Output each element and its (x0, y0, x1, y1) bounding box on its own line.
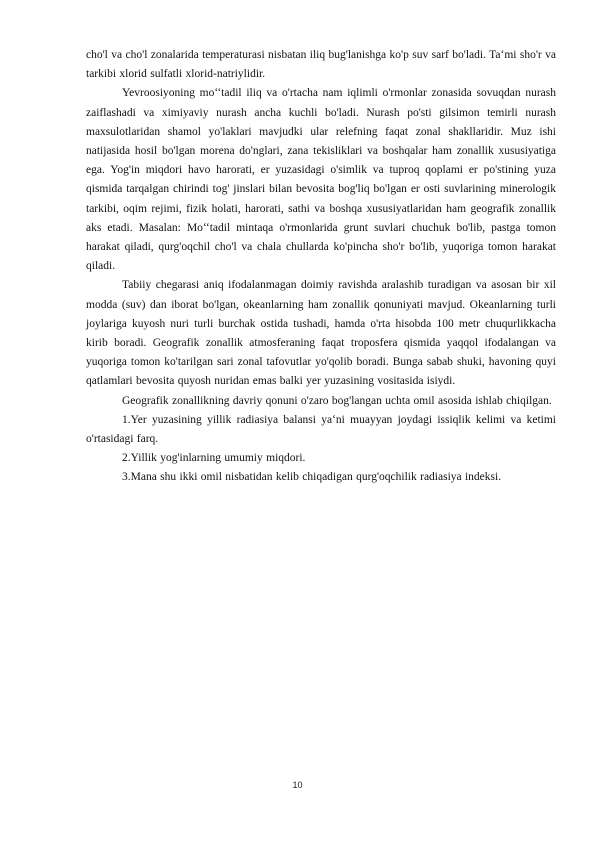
paragraph-eurasia-forests: Yevroosiyoning mo‘‘tadil iliq va o'rtacha nam iqlimli o'rmonlar zonasida sovuqdan nurash zaiflashadi va ximiyaviy nurash ancha kuchli bo'ladi. Nurash po'sti gilsimon temirli nurash maxsulotlaridan shamol yo'laklari mavjudki ular relefning faqat zonal shakllaridir. Muz ishi natijasida hosil bo'lgan morena do'nglari, zana tekisliklari va boshqalar ham zonallik xususiyatiga ega. Yog'in miqdori havo harorati, er yuzasidagi o'simlik va tuproq qoplami er po'stining yuza qismida tarqalgan chirindi tog' jinslari bilan bevosita bog'liq bo'lgan er osti suvlarining minerologik tarkibi, oqim rejimi, fizik holati, harorati, sathi va boshqa xususiyatlaridan ham geografik zonallik aks etadi. Masalan: Mo‘‘tadil mintaqa o'rmonlarida grunt suvlari chuchuk bo'lib, pastga tomon harakat qiladi, qurg'oqchil cho'l va chala chullarda ko'pincha sho'r bo'lib, yuqoriga tomon harakat qiladi. (86, 87, 556, 273)
page-number: 10 (292, 780, 303, 790)
paragraph-ocean-zonality: Tabiiy chegarasi aniq ifodalanmagan doimiy ravishda aralashib turadigan va asosan bir xil modda (suv) dan iborat bo'lgan, okeanlarning ham zonallik qonuniyati mavjud. Okeanlarning turli joylariga kuyosh nuri turli burchak ostida tushadi, hamda o'rta hisobda 100 metr chuqurlikkacha kirib boradi. Geografik zonallik atmosferaning faqat troposfera qismida yaqqol ifodalangan va yuqoriga tomon ko'tarilgan sari zonal tafovutlar yo'qolib boradi. Bunga sabab shuki, havoning quyi qatlamlari bevosita quyosh nuridan emas balki yer yuzasining vositasida isiydi. (86, 279, 556, 388)
paragraph-periodic-law: Geografik zonallikning davriy qonuni o'zaro bog'langan uchta omil asosida ishlab chiqilgan. (122, 394, 552, 407)
paragraph-continuation: cho'l va cho'l zonalarida temperaturasi nisbatan iliq bug'lanishga ko'p suv sarf bo'ladi. Ta‘mi sho'r va tarkibi xlorid sulfatli xlorid-natriylidir. (86, 49, 556, 81)
document-body (86, 46, 556, 488)
list-item-precipitation: 2.Yillik yog'inlarning umumiy miqdori. (122, 452, 306, 465)
list-item-radiation-balance: 1.Yer yuzasining yillik radiasiya balansi ya‘ni muayyan joydagi issiqlik kelimi va ketimi o'rtasidagi farq. (86, 413, 556, 446)
list-item-aridity-index: 3.Mana shu ikki omil nisbatidan kelib chiqadigan qurg'oqchilik radiasiya indeksi. (122, 471, 502, 484)
